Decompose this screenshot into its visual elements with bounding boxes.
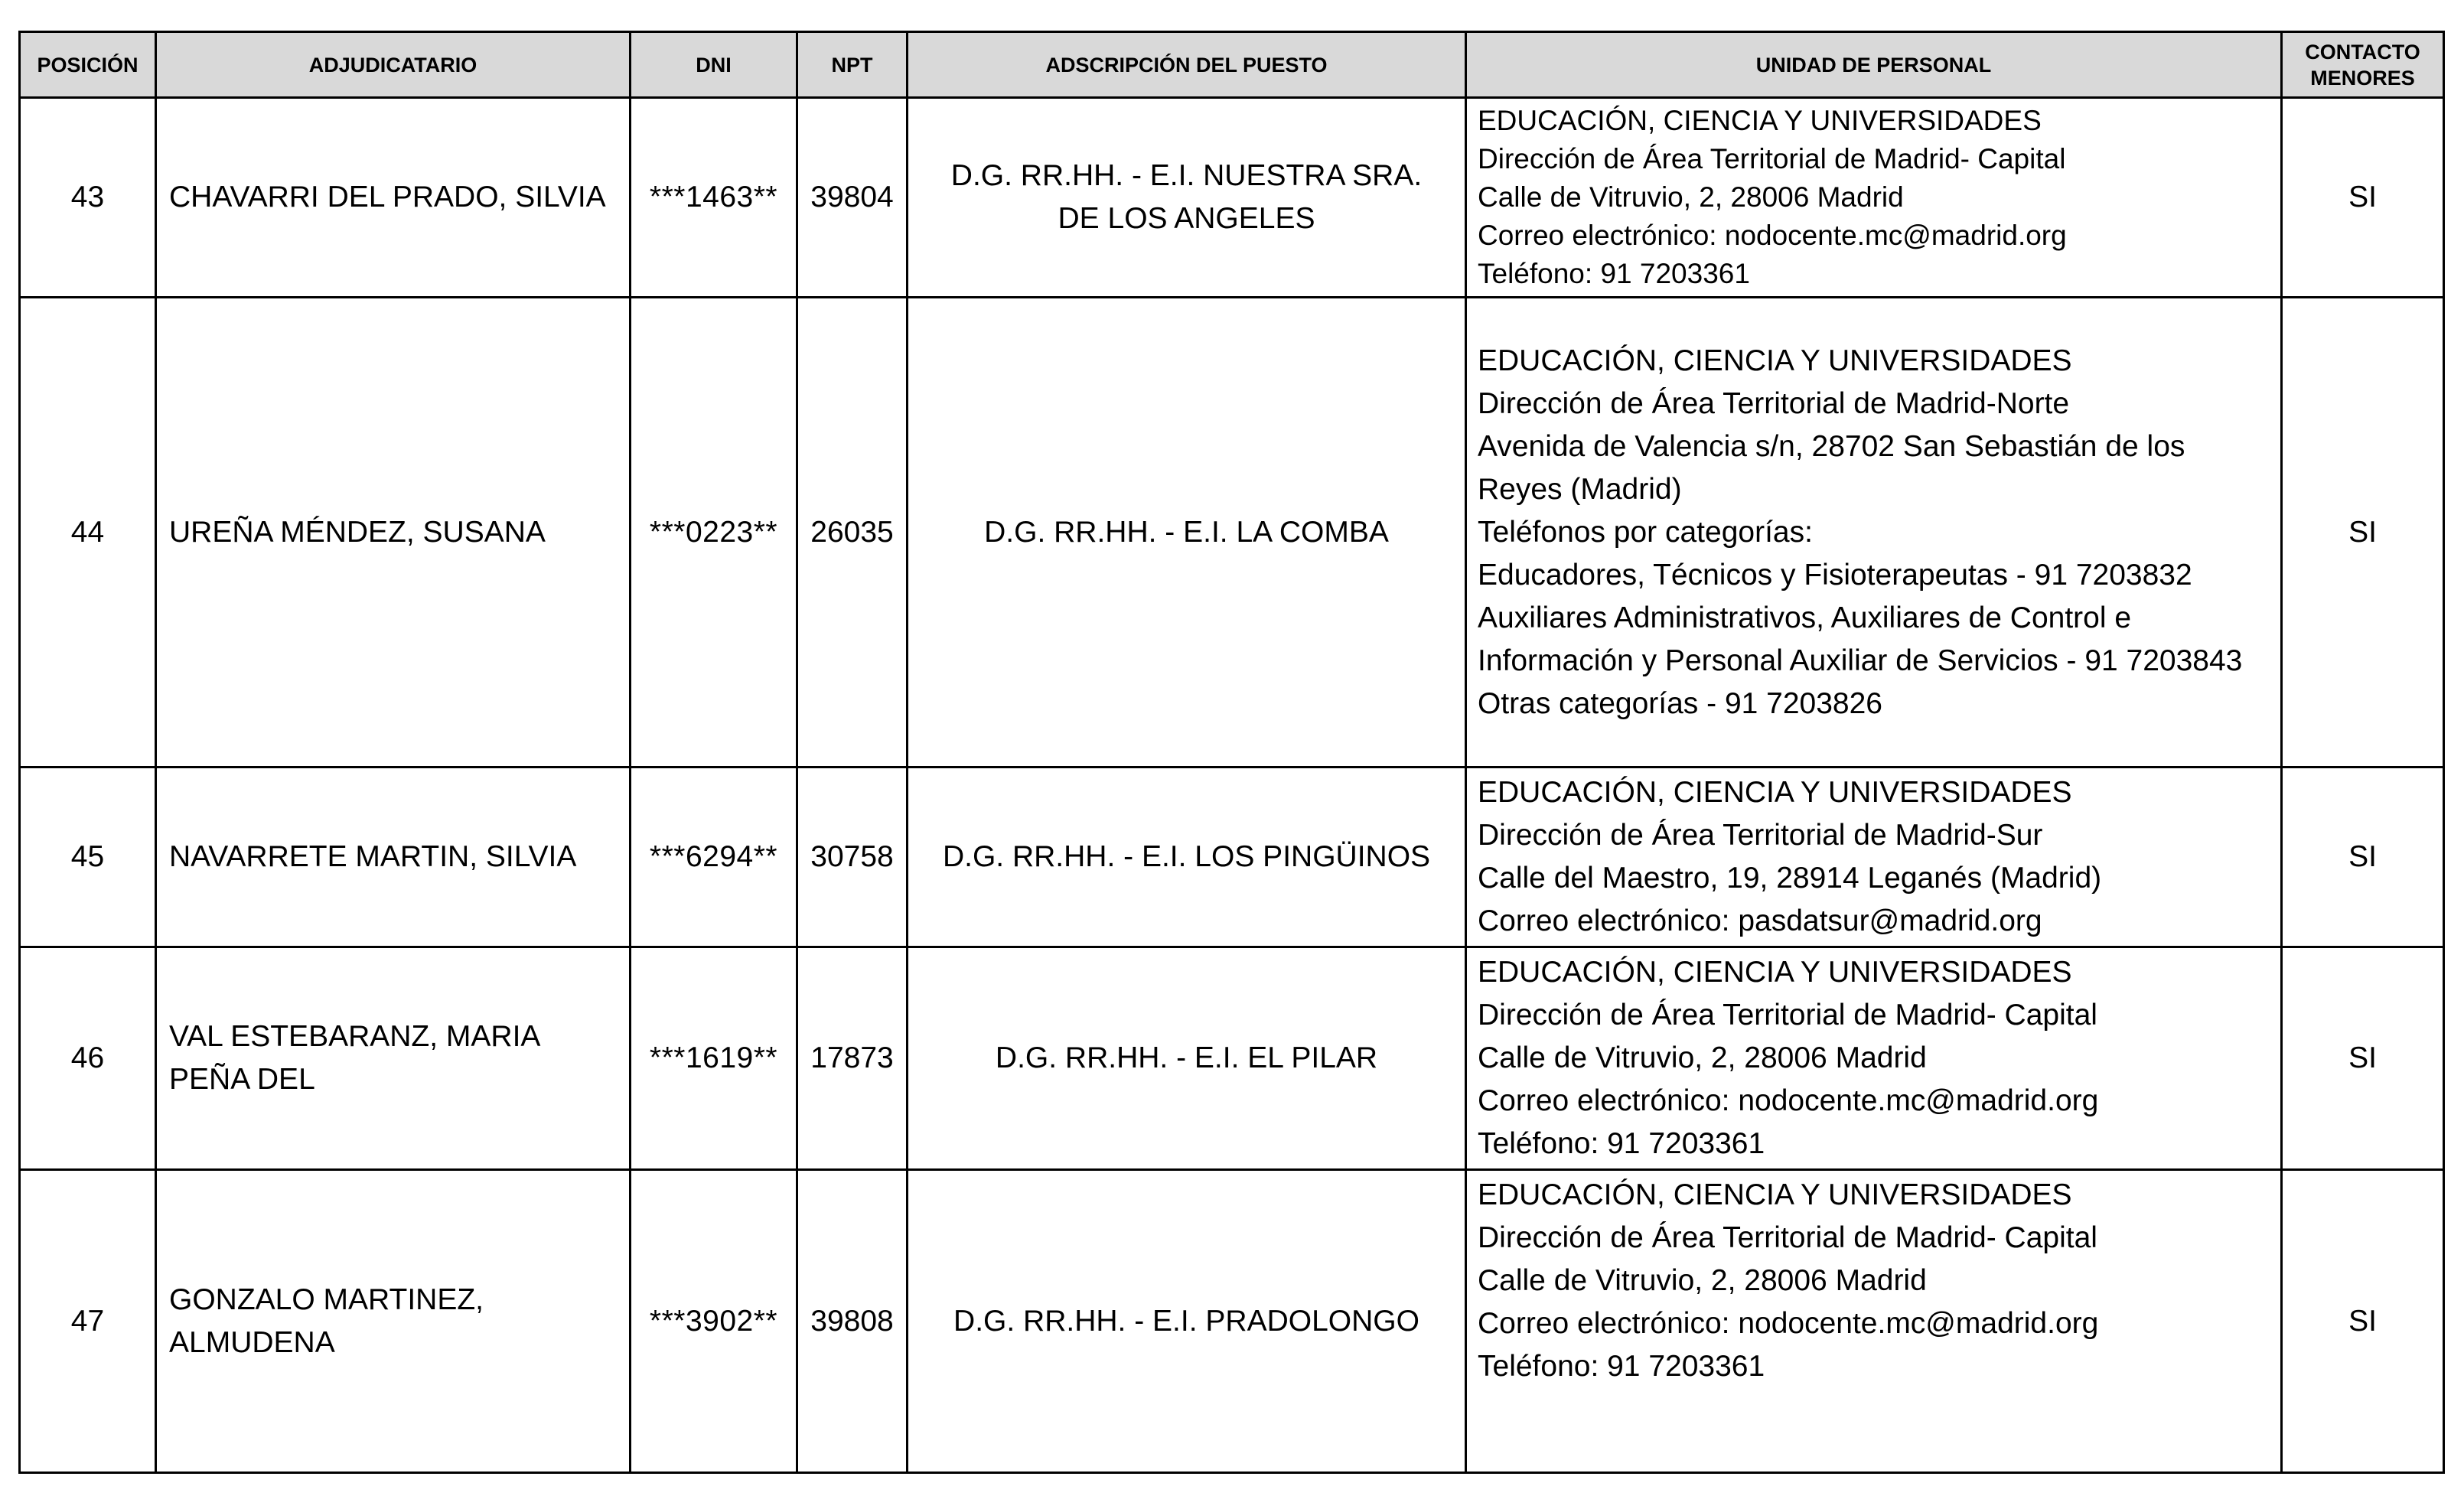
header-npt: NPT <box>797 32 908 98</box>
unidad-line: EDUCACIÓN, CIENCIA Y UNIVERSIDADES <box>1478 105 2042 136</box>
unidad-line: Otras categorías - 91 7203826 <box>1478 686 1882 720</box>
header-posicion: POSICIÓN <box>20 32 156 98</box>
cell-posicion: 45 <box>20 768 156 947</box>
cell-adscripcion: D.G. RR.HH. - E.I. LOS PINGÜINOS <box>908 768 1466 947</box>
table-row <box>20 1170 2444 1473</box>
table-body <box>20 98 2444 1473</box>
unidad-line: Teléfono: 91 7203361 <box>1478 258 1750 289</box>
unidad-line: Dirección de Área Territorial de Madrid- Capital <box>1478 999 2097 1032</box>
unidad-line: Correo electrónico: nodocente.mc@madrid.org <box>1478 1084 2099 1117</box>
cell-dni: ***1463** <box>631 98 797 298</box>
cell-npt: 26035 <box>797 298 908 768</box>
unidad-line: EDUCACIÓN, CIENCIA Y UNIVERSIDADES <box>1478 956 2072 989</box>
unidad-line: Calle del Maestro, 19, 28914 Leganés (Madrid) <box>1478 862 2102 895</box>
unidad-line: Dirección de Área Territorial de Madrid- Capital <box>1478 1221 2097 1254</box>
cell-adscripcion: D.G. RR.HH. - E.I. PRADOLONGO <box>908 1170 1466 1473</box>
cell-unidad <box>1466 947 2282 1170</box>
cell-npt: 17873 <box>797 947 908 1170</box>
cell-dni: ***0223** <box>631 298 797 768</box>
table-header <box>20 32 2444 98</box>
unidad-line: Correo electrónico: nodocente.mc@madrid.org <box>1478 220 2067 251</box>
cell-unidad <box>1466 298 2282 768</box>
cell-posicion: 43 <box>20 98 156 298</box>
cell-adjudicatario: CHAVARRI DEL PRADO, SILVIA <box>156 98 631 298</box>
cell-unidad <box>1466 768 2282 947</box>
cell-npt: 30758 <box>797 768 908 947</box>
unidad-line: EDUCACIÓN, CIENCIA Y UNIVERSIDADES <box>1478 776 2072 809</box>
table-row <box>20 768 2444 947</box>
table-row <box>20 298 2444 768</box>
unidad-line: Auxiliares Administrativos, Auxiliares de Control e Información y Personal Auxiliar de Servicios - 91 7203843 <box>1478 601 2243 677</box>
unidad-line: Educadores, Técnicos y Fisioterapeutas - 91 7203832 <box>1478 558 2192 592</box>
cell-posicion: 44 <box>20 298 156 768</box>
cell-posicion: 46 <box>20 947 156 1170</box>
cell-posicion: 47 <box>20 1170 156 1473</box>
cell-unidad <box>1466 98 2282 298</box>
cell-adjudicatario: GONZALO MARTINEZ, ALMUDENA <box>156 1170 631 1473</box>
cell-unidad <box>1466 1170 2282 1473</box>
cell-contacto-menores: SI <box>2282 1170 2444 1473</box>
unidad-line: EDUCACIÓN, CIENCIA Y UNIVERSIDADES <box>1478 1178 2072 1211</box>
table-row <box>20 98 2444 298</box>
adjudication-table <box>18 31 2445 1474</box>
header-contacto-line1: CONTACTO <box>2305 40 2420 64</box>
unidad-line: Calle de Vitruvio, 2, 28006 Madrid <box>1478 1041 1927 1074</box>
cell-adscripcion: D.G. RR.HH. - E.I. LA COMBA <box>908 298 1466 768</box>
unidad-line: Correo electrónico: nodocente.mc@madrid.org <box>1478 1307 2099 1340</box>
header-adscripcion: ADSCRIPCIÓN DEL PUESTO <box>908 32 1466 98</box>
unidad-line: Dirección de Área Territorial de Madrid-Sur <box>1478 819 2043 852</box>
cell-contacto-menores: SI <box>2282 947 2444 1170</box>
header-dni: DNI <box>631 32 797 98</box>
unidad-line: Calle de Vitruvio, 2, 28006 Madrid <box>1478 181 1904 213</box>
cell-dni: ***3902** <box>631 1170 797 1473</box>
cell-contacto-menores: SI <box>2282 298 2444 768</box>
unidad-line: Teléfono: 91 7203361 <box>1478 1350 1765 1383</box>
unidad-line: EDUCACIÓN, CIENCIA Y UNIVERSIDADES <box>1478 344 2072 377</box>
cell-npt: 39808 <box>797 1170 908 1473</box>
header-adjudicatario: ADJUDICATARIO <box>156 32 631 98</box>
cell-adjudicatario: NAVARRETE MARTIN, SILVIA <box>156 768 631 947</box>
unidad-line: Correo electrónico: pasdatsur@madrid.org <box>1478 904 2042 937</box>
header-contacto-line2: MENORES <box>2310 66 2415 90</box>
cell-adscripcion: D.G. RR.HH. - E.I. EL PILAR <box>908 947 1466 1170</box>
cell-contacto-menores: SI <box>2282 768 2444 947</box>
cell-adscripcion: D.G. RR.HH. - E.I. NUESTRA SRA. DE LOS ANGELES <box>908 98 1466 298</box>
unidad-line: Teléfono: 91 7203361 <box>1478 1127 1765 1160</box>
cell-contacto-menores: SI <box>2282 98 2444 298</box>
cell-dni: ***6294** <box>631 768 797 947</box>
unidad-line: Calle de Vitruvio, 2, 28006 Madrid <box>1478 1264 1927 1297</box>
header-unidad: UNIDAD DE PERSONAL <box>1466 32 2282 98</box>
unidad-line: Teléfonos por categorías: <box>1478 515 1813 549</box>
unidad-line: Dirección de Área Territorial de Madrid-Norte <box>1478 386 2070 420</box>
header-row <box>20 32 2444 98</box>
cell-adjudicatario: VAL ESTEBARANZ, MARIA PEÑA DEL <box>156 947 631 1170</box>
unidad-line: Avenida de Valencia s/n, 28702 San Sebastián de los Reyes (Madrid) <box>1478 429 2185 506</box>
cell-adjudicatario: UREÑA MÉNDEZ, SUSANA <box>156 298 631 768</box>
cell-dni: ***1619** <box>631 947 797 1170</box>
table-row <box>20 947 2444 1170</box>
cell-npt: 39804 <box>797 98 908 298</box>
unidad-line: Dirección de Área Territorial de Madrid- Capital <box>1478 143 2066 174</box>
header-contacto-menores <box>2282 32 2444 98</box>
